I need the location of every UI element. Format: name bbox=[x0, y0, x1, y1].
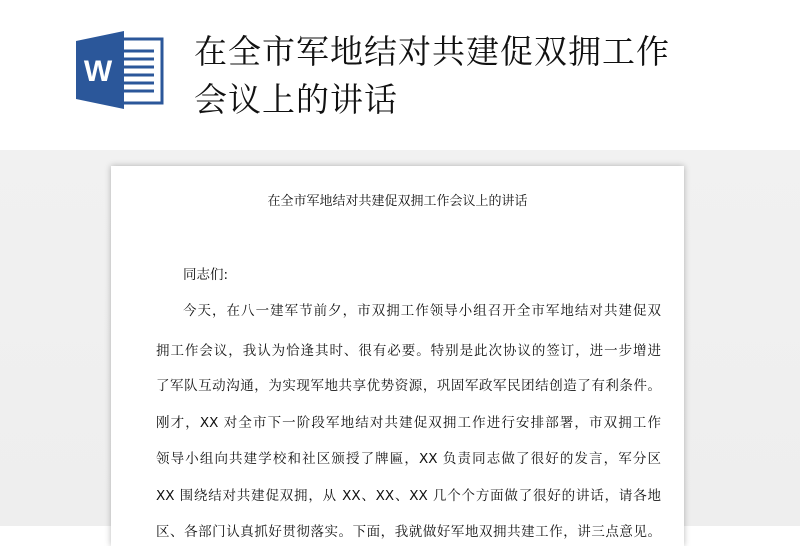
word-icon-letter: W bbox=[83, 55, 113, 88]
body-line: 领导小组向共建学校和社区颁授了牌匾，XX 负责同志做了很好的发言，军分区 bbox=[156, 451, 661, 467]
document-preview-sheet bbox=[111, 166, 684, 546]
document-title: 在全市军地结对共建促双拥工作会议上的讲话 bbox=[267, 194, 528, 209]
body-line: 区、各部门认真抓好贯彻落实。下面，我就做好军地双拥共建工作，讲三点意见。 bbox=[156, 524, 661, 540]
salutation: 同志们: bbox=[183, 267, 229, 283]
page-heading bbox=[194, 28, 754, 124]
heading-line-2: 会议上的讲话 bbox=[194, 80, 398, 119]
body-line: 了军队互动沟通，为实现军地共享优势资源，巩固军政军民团结创造了有利条件。 bbox=[156, 378, 661, 394]
body-line: 拥工作会议，我认为恰逢其时、很有必要。特别是此次协议的签订，进一步增进 bbox=[156, 343, 661, 359]
body-line: 今天，在八一建军节前夕，市双拥工作领导小组召开全市军地结对共建促双 bbox=[183, 303, 661, 319]
heading-line-1: 在全市军地结对共建促双拥工作 bbox=[194, 32, 670, 71]
body-line: 刚才，XX 对全市下一阶段军地结对共建促双拥工作进行安排部署，市双拥工作 bbox=[156, 415, 661, 431]
body-line: XX 围绕结对共建促双拥，从 XX、XX、XX 几个个方面做了很好的讲话，请各地 bbox=[156, 488, 661, 504]
word-document-icon bbox=[74, 31, 164, 109]
